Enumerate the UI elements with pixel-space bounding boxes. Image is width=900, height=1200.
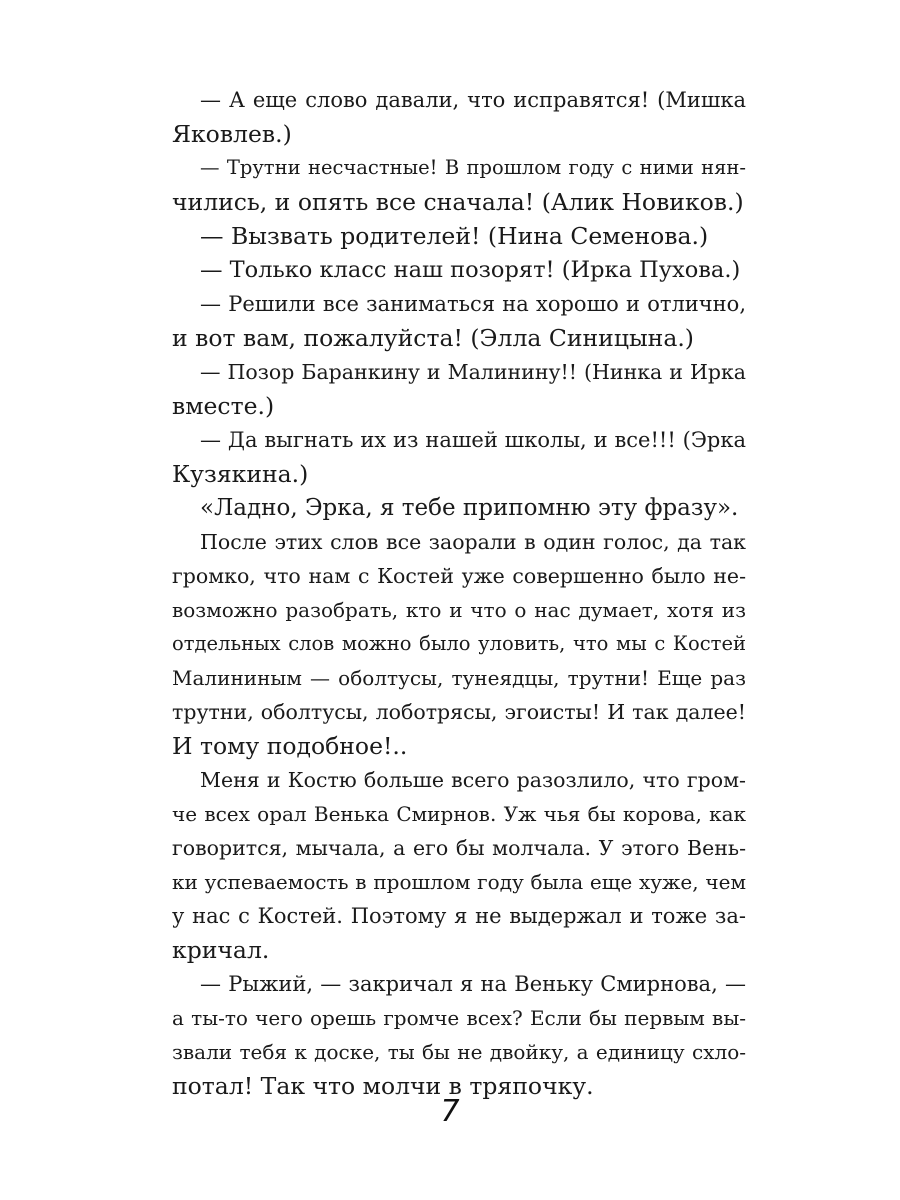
text-line: че всех орал Венька Смирнов. Уж чья бы корова, как: [172, 802, 746, 826]
text-line: — Рыжий, — закричал я на Веньку Смирнова, —: [200, 972, 746, 996]
text-line: Меня и Костю больше всего разозлило, что гром-: [200, 768, 746, 792]
text-line: — Только класс наш позорят! (Ирка Пухова.): [200, 257, 741, 283]
text-line: кричал.: [172, 936, 270, 964]
text-line: — Да выгнать их из нашей школы, и все!!! (Эрка: [200, 428, 746, 452]
text-line: а ты-то чего орешь громче всех? Если бы первым вы-: [172, 1006, 746, 1030]
text-line: чились, и опять все сначала! (Алик Новиков.): [172, 188, 744, 216]
text-line: говорится, мычала, а его бы молчала. У этого Вень-: [172, 836, 746, 860]
text-line: — Трутни несчастные! В прошлом году с ними нян-: [200, 156, 746, 179]
text-line: ки успеваемость в прошлом году была еще хуже, чем: [172, 870, 746, 894]
text-line: возможно разобрать, кто и что о нас думает, хотя из: [172, 598, 746, 622]
text-line: И тому подобное!..: [172, 732, 408, 760]
text-line: Кузякина.): [172, 460, 309, 488]
text-line: трутни, оболтусы, лоботрясы, эгоисты! И так далее!: [172, 700, 746, 724]
text-line: — А еще слово давали, что исправятся! (Мишка: [200, 88, 746, 112]
page-number: 7: [440, 1094, 460, 1129]
text-line: громко, что нам с Костей уже совершенно было не-: [172, 564, 746, 588]
text-line: звали тебя к доске, ты бы не двойку, а единицу схло-: [172, 1040, 746, 1064]
text-line: После этих слов все заорали в один голос, да так: [200, 530, 746, 554]
text-line: «Ладно, Эрка, я тебе припомню эту фразу».: [200, 495, 739, 521]
text-line: — Решили все заниматься на хорошо и отлично,: [200, 292, 746, 316]
text-line: и вот вам, пожалуйста! (Элла Синицына.): [172, 324, 694, 352]
body-text: [172, 83, 746, 1103]
text-line: отдельных слов можно было уловить, что мы с Костей: [172, 632, 746, 655]
text-line: потал! Так что молчи в тряпочку.: [172, 1072, 594, 1100]
text-line: у нас с Костей. Поэтому я не выдержал и тоже за-: [172, 904, 746, 928]
text-line: — Позор Баранкину и Малинину!! (Нинка и Ирка: [200, 360, 746, 384]
text-line: Яковлев.): [172, 120, 292, 148]
text-line: вместе.): [172, 392, 275, 420]
text-line: — Вызвать родителей! (Нина Семенова.): [200, 222, 709, 250]
text-line: Малининым — оболтусы, тунеядцы, трутни! Еще раз: [172, 666, 746, 690]
